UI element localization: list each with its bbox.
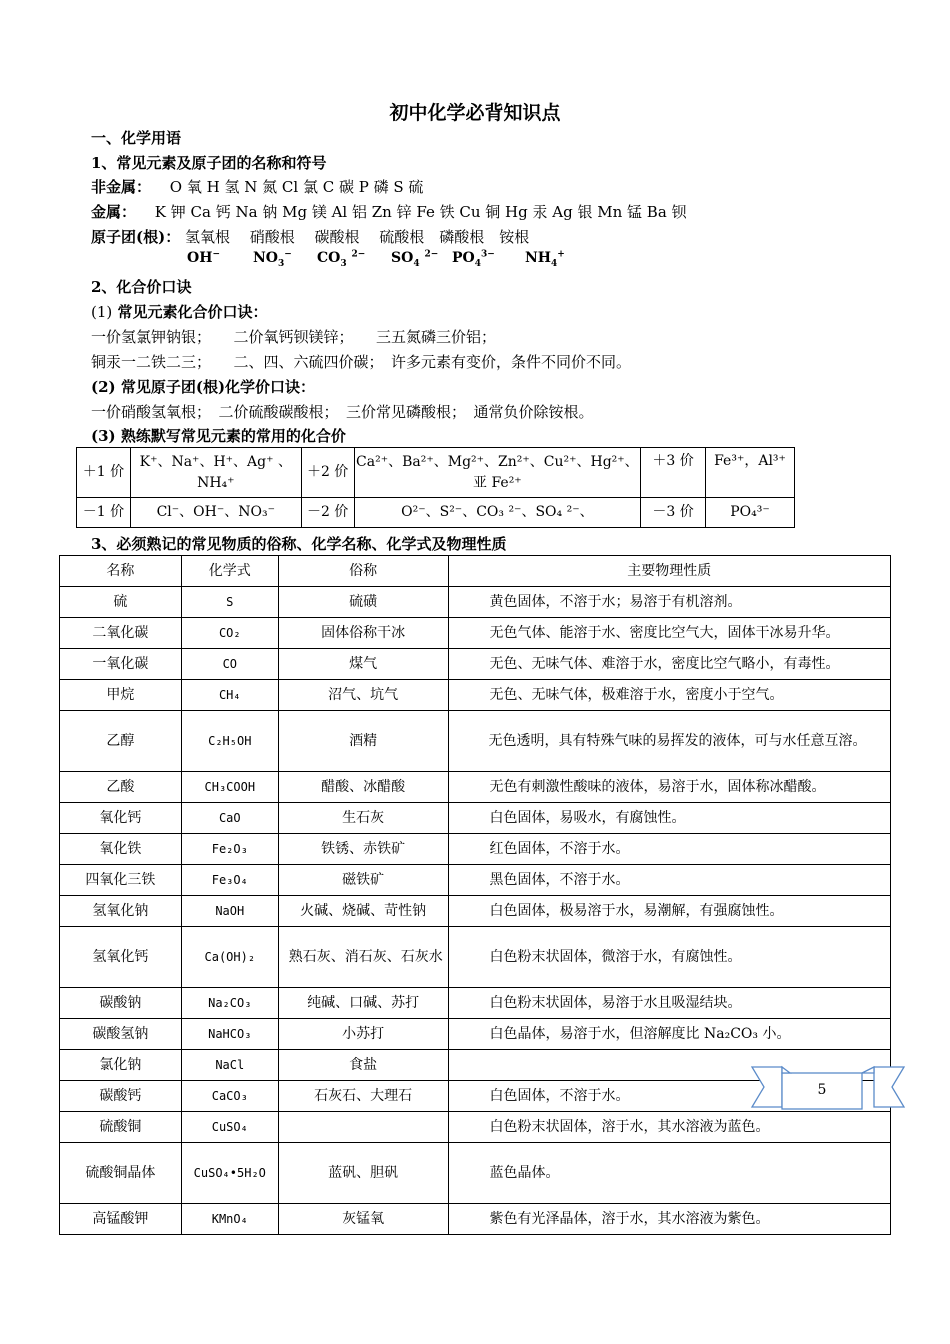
cell-properties: 白色固体，极易溶于水，易潮解，有强腐蚀性。	[448, 896, 890, 927]
table-row	[60, 988, 891, 1019]
cell-formula: NaOH	[181, 896, 278, 927]
cell-common-name	[278, 1112, 448, 1143]
cell-properties: 无色有刺激性酸味的液体，易溶于水，固体称冰醋酸。	[448, 772, 890, 803]
page-title: 初中化学必背知识点	[389, 102, 561, 124]
cell-common-name: 硫磺	[278, 587, 448, 618]
page-number: 5	[817, 1082, 827, 1098]
table-row	[60, 680, 891, 711]
cell-properties: 无色气体、能溶于水、密度比空气大，固体干冰易升华。	[448, 618, 890, 649]
table-row	[60, 587, 891, 618]
cell-formula: CO	[181, 649, 278, 680]
cell-common-name: 熟石灰、消石灰、石灰水	[278, 927, 448, 988]
table-row	[60, 834, 891, 865]
ion-nh4: $NH_4^+$	[525, 249, 565, 269]
table-row	[60, 803, 891, 834]
cell-name: 四氧化三铁	[60, 865, 182, 896]
cell-properties: 紫色有光泽晶体，溶于水，其水溶液为紫色。	[448, 1204, 890, 1235]
cell-common-name: 酒精	[278, 711, 448, 772]
cell-name: 氢氧化钠	[60, 896, 182, 927]
cell-formula: NaHCO₃	[181, 1019, 278, 1050]
section-heading-1: 一、化学用语	[91, 129, 182, 147]
cell-name: 碳酸氢钠	[60, 1019, 182, 1050]
valence-plus-2: ＋2 价	[301, 448, 354, 498]
subsection-heading-1-2: 2、化合价口诀	[91, 278, 192, 296]
col-header-formula: 化学式	[181, 556, 278, 587]
metal-text: K 钾 Ca 钙 Na 钠 Mg 镁 Al 铝 Zn 锌 Fe 铁 Cu 铜 Hg 汞 Ag 银 Mn 锰 Ba 钡	[154, 203, 687, 221]
col-header-common-name: 俗称	[278, 556, 448, 587]
cell-name: 硫酸铜晶体	[60, 1143, 182, 1204]
table-row	[60, 649, 891, 680]
cell-properties: 黄色固体，不溶于水；易溶于有机溶剂。	[448, 587, 890, 618]
cell-name: 甲烷	[60, 680, 182, 711]
valence-minus-1: －1 价	[77, 498, 131, 528]
table-row	[60, 896, 891, 927]
ion-so4: $SO_4$ $^{2-}$	[391, 249, 439, 269]
valence-rule-1-heading: (1) 常见元素化合价口诀：	[91, 303, 268, 321]
cell-formula: CH₃COOH	[181, 772, 278, 803]
table-row	[60, 927, 891, 988]
cell-common-name: 小苏打	[278, 1019, 448, 1050]
cell-common-name: 固体俗称干冰	[278, 618, 448, 649]
cell-properties: 黑色固体，不溶于水。	[448, 865, 890, 896]
cell-name: 乙醇	[60, 711, 182, 772]
valence-plus-2-ions: Ca²⁺、Ba²⁺、Mg²⁺、Zn²⁺、Cu²⁺、Hg²⁺、亚 Fe²⁺	[354, 448, 641, 498]
radical-text: 氢氧根 硝酸根 碳酸根 硫酸根 磷酸根 铵根	[184, 228, 530, 246]
cell-formula: NaCl	[181, 1050, 278, 1081]
table-row	[60, 618, 891, 649]
cell-name: 氯化钠	[60, 1050, 182, 1081]
cell-common-name: 火碱、烧碱、苛性钠	[278, 896, 448, 927]
table-row	[60, 1112, 891, 1143]
nonmetal-text: O 氧 H 氢 N 氮 Cl 氯 C 碳 P 磷 S 硫	[169, 178, 424, 196]
valence-rule-2-heading: (2) 常见原子团(根)化学价口诀：	[91, 378, 316, 396]
cell-properties: 白色固体，易吸水，有腐蚀性。	[448, 803, 890, 834]
ion-no3: $NO_3^-$	[253, 249, 292, 269]
metal-label: 金属：	[91, 203, 137, 221]
valence-table-heading: (3) 熟练默写常见元素的常用的化合价	[91, 427, 346, 445]
cell-formula: CH₄	[181, 680, 278, 711]
nonmetal-line	[91, 176, 423, 197]
cell-name: 乙酸	[60, 772, 182, 803]
valence-plus-3-ions: Fe³⁺，Al³⁺	[706, 448, 795, 498]
col-header-properties: 主要物理性质	[448, 556, 890, 587]
ion-po4: $PO_4^{3-}$	[452, 249, 495, 269]
substances-table	[59, 555, 891, 1235]
cell-formula: C₂H₅OH	[181, 711, 278, 772]
cell-common-name: 蓝矾、胆矾	[278, 1143, 448, 1204]
cell-common-name: 沼气、坑气	[278, 680, 448, 711]
valence-rule-1-line-2: 铜汞一二铁二三； 二、四、六硫四价碳； 许多元素有变价，条件不同价不同。	[91, 353, 632, 371]
cell-common-name: 食盐	[278, 1050, 448, 1081]
valence-minus-1-ions: Cl⁻、OH⁻、NO₃⁻	[130, 498, 301, 528]
table-row	[60, 1143, 891, 1204]
cell-formula: Fe₃O₄	[181, 865, 278, 896]
cell-name: 硫酸铜	[60, 1112, 182, 1143]
subsection-heading-1-1: 1、常见元素及原子团的名称和符号	[91, 154, 327, 172]
table-row	[60, 1204, 891, 1235]
radical-label: 原子团(根)：	[91, 228, 181, 246]
cell-common-name: 石灰石、大理石	[278, 1081, 448, 1112]
cell-common-name: 磁铁矿	[278, 865, 448, 896]
cell-formula: CaO	[181, 803, 278, 834]
table-row	[60, 711, 891, 772]
cell-common-name: 纯碱、口碱、苏打	[278, 988, 448, 1019]
cell-properties: 红色固体，不溶于水。	[448, 834, 890, 865]
cell-formula: Na₂CO₃	[181, 988, 278, 1019]
cell-name: 高锰酸钾	[60, 1204, 182, 1235]
cell-name: 硫	[60, 587, 182, 618]
valence-minus-3: －3 价	[641, 498, 706, 528]
cell-formula: CO₂	[181, 618, 278, 649]
table-row	[60, 865, 891, 896]
cell-properties: 无色、无味气体，极难溶于水，密度小于空气。	[448, 680, 890, 711]
cell-properties: 白色粉末状固体，微溶于水，有腐蚀性。	[448, 927, 890, 988]
cell-name: 碳酸钠	[60, 988, 182, 1019]
valence-plus-1-ions: K⁺、Na⁺、H⁺、Ag⁺ 、NH₄⁺	[130, 448, 301, 498]
cell-properties: 白色粉末状固体，易溶于水且吸湿结块。	[448, 988, 890, 1019]
cell-common-name: 灰锰氧	[278, 1204, 448, 1235]
cell-name: 碳酸钙	[60, 1081, 182, 1112]
valence-rule-1-line-1: 一价氢氯钾钠银； 二价氧钙钡镁锌； 三五氮磷三价铝；	[91, 328, 497, 346]
table-row	[60, 772, 891, 803]
valence-row-negative	[77, 498, 795, 528]
valence-rule-2-line-1: 一价硝酸氢氧根； 二价硫酸碳酸根； 三价常见磷酸根； 通常负价除铵根。	[91, 403, 594, 421]
ion-co3: $CO_3$ $^{2-}$	[317, 249, 366, 269]
cell-common-name: 铁锈、赤铁矿	[278, 834, 448, 865]
cell-properties: 蓝色晶体。	[448, 1143, 890, 1204]
cell-formula: Fe₂O₃	[181, 834, 278, 865]
valence-minus-3-ions: PO₄³⁻	[706, 498, 795, 528]
valence-minus-2: －2 价	[301, 498, 354, 528]
table-header-row	[60, 556, 891, 587]
radical-line	[91, 226, 529, 247]
cell-name: 氢氧化钙	[60, 927, 182, 988]
cell-properties: 白色粉末状固体，溶于水，其水溶液为蓝色。	[448, 1112, 890, 1143]
ion-oh: OH−	[187, 249, 220, 266]
cell-name: 二氧化碳	[60, 618, 182, 649]
col-header-name: 名称	[60, 556, 182, 587]
cell-name: 氧化铁	[60, 834, 182, 865]
cell-formula: Ca(OH)₂	[181, 927, 278, 988]
cell-common-name: 醋酸、冰醋酸	[278, 772, 448, 803]
cell-name: 氧化钙	[60, 803, 182, 834]
cell-formula: S	[181, 587, 278, 618]
valence-plus-3: ＋3 价	[641, 448, 706, 498]
cell-properties: 白色固体，不溶于水。	[448, 1081, 890, 1112]
cell-formula: CuSO₄	[181, 1112, 278, 1143]
cell-properties: 无色、无味气体、难溶于水，密度比空气略小，有毒性。	[448, 649, 890, 680]
nonmetal-label: 非金属：	[91, 178, 152, 196]
table-row	[60, 1019, 891, 1050]
valence-row-positive	[77, 448, 795, 498]
valence-minus-2-ions: O²⁻、S²⁻、CO₃ ²⁻、SO₄ ²⁻、	[354, 498, 641, 528]
valence-table	[76, 447, 795, 528]
valence-plus-1: ＋1 价	[77, 448, 131, 498]
cell-formula: KMnO₄	[181, 1204, 278, 1235]
cell-properties: 无色透明，具有特殊气味的易挥发的液体，可与水任意互溶。	[448, 711, 890, 772]
cell-name: 一氧化碳	[60, 649, 182, 680]
metal-line	[91, 201, 687, 222]
cell-common-name: 生石灰	[278, 803, 448, 834]
cell-common-name: 煤气	[278, 649, 448, 680]
cell-properties: 白色晶体，易溶于水，但溶解度比 Na₂CO₃ 小。	[448, 1019, 890, 1050]
subsection-heading-1-3: 3、必须熟记的常见物质的俗称、化学名称、化学式及物理性质	[91, 535, 507, 553]
cell-formula: CaCO₃	[181, 1081, 278, 1112]
cell-formula: CuSO₄•5H₂O	[181, 1143, 278, 1204]
